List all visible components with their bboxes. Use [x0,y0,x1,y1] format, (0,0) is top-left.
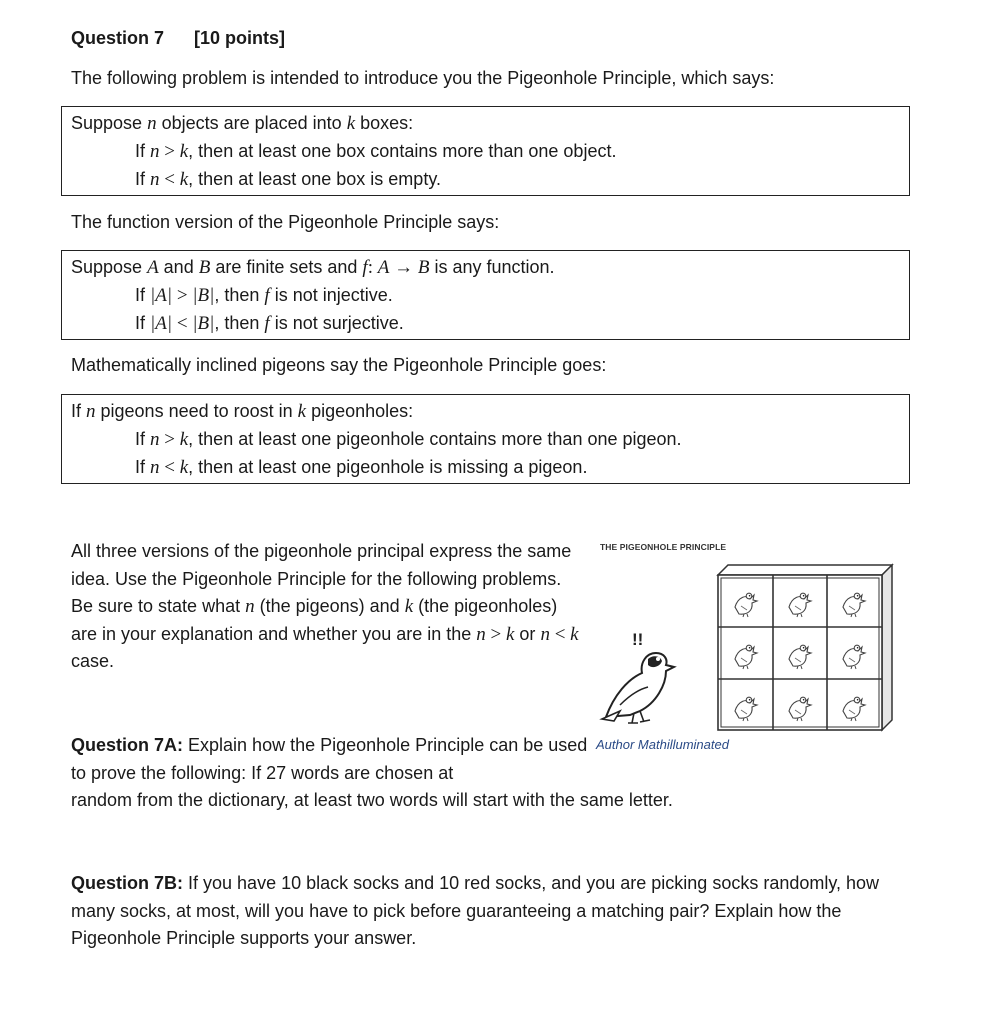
pigeon-intro: Mathematically inclined pigeons say the Pigeonhole Principle goes: [71,355,607,375]
question-title [71,25,285,52]
exclaim-mark: !! [632,630,644,649]
pigeon-box [61,394,910,484]
lone-pigeon-icon [602,653,674,723]
box2-line1: Suppose A and B are finite sets and f: A → B is any function. [71,257,555,278]
question-number: Question 7 [71,28,165,48]
box3-line1: If n pigeons need to roost in k pigeonholes: [71,401,414,422]
figure-credit: Author Mathilluminated [596,737,729,752]
box3-line2: If n > k, then at least one pigeonhole contains more than one pigeon. [135,429,682,450]
function-box [61,250,910,340]
question-7b-label: Question 7B: [71,873,184,893]
question-7b [71,870,901,953]
question-7a [71,732,591,787]
figure-title: THE PIGEONHOLE PRINCIPLE [600,542,727,552]
intro-text: The following problem is intended to introduce you the Pigeonhole Principle, which says: [71,68,775,88]
box1-line3: If n < k, then at least one box is empty. [135,169,441,190]
question-points: [10 points] [194,28,286,48]
question-7a-line3: random from the dictionary, at least two words will start with the same letter. [71,790,673,810]
box2-line2: If |A| > |B|, then f is not injective. [135,285,393,306]
question-7a-label: Question 7A: [71,735,184,755]
pigeonhole-illustration [590,555,900,735]
box2-line3: If |A| < |B|, then f is not surjective. [135,313,404,334]
box3-line3: If n < k, then at least one pigeonhole is missing a pigeon. [135,457,588,478]
box1-line1: Suppose n objects are placed into k boxes: [71,113,414,134]
question-7b-text: If you have 10 black socks and 10 red socks, and you are picking socks randomly, how many socks, at most, will you have to pick before guaranteeing a matching pair? Explain how the Pigeonhole Principle supports your answer. [71,873,880,948]
function-intro: The function version of the Pigeonhole Principle says: [71,212,500,232]
box1-line2: If n > k, then at least one box contains more than one object. [135,141,617,162]
principle-box [61,106,910,196]
question-7a-text: Explain how the Pigeonhole Principle can be used to prove the following: If 27 words are chosen at [71,735,588,783]
explanation-paragraph: All three versions of the pigeonhole principal express the same idea. Use the Pigeonhole Principle for the following problems. Be sure to state what n (the pigeons) and k (the pigeonholes) are in your explanation and whether you are in the n > k or n < k case. [71,541,579,671]
